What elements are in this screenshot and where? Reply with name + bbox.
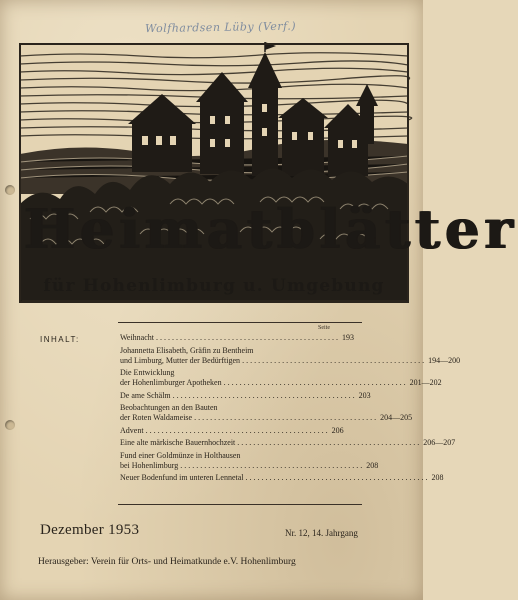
toc-entry-title: Johannetta Elisabeth, Gräfin zu Bentheim [120,345,254,355]
toc-entry-title: De ame Schälm . . . [120,391,355,401]
toc-entry-title: der Hohenlimburger Apotheken . . . [120,378,406,388]
punch-hole-top [5,185,15,195]
table-of-contents [120,333,461,486]
issue-date: Dezember 1953 [40,522,140,538]
toc-label: INHALT: [40,335,80,344]
publisher-line: Herausgeber: Verein für Orts- und Heimatkunde e.V. Hohenlimburg [38,557,296,567]
toc-entry [120,333,365,343]
handwritten-note: Wolfhardsen Lüby (Verf.) [144,19,297,36]
toc-entry [120,368,442,388]
toc-entry-page: 208 [431,473,444,482]
toc-entry-title: Advent . . . [120,426,328,436]
toc-entry-title: Eine alte märkische Bauernhochzeit . . . [120,438,419,448]
toc-entry-page: 206 [331,425,344,435]
toc-entry-page: 193 [342,333,355,342]
toc-entry-title: bei Hohenlimburg . . . [120,461,362,471]
toc-bottom-rule [118,504,362,505]
toc-entry-title: Neuer Bodenfund im unteren Lennetal . . . [120,473,428,483]
toc-entry-page: 194—200 [428,355,461,365]
toc-entry-page: 208 [366,460,379,470]
toc-entry-page: 203 [358,390,371,400]
toc-entry [120,426,365,436]
toc-entry-title: und Limburg, Mutter der Bedürftigen . . . [120,356,424,366]
toc-entry-title: der Roten Waldameise . . . [120,413,376,423]
toc-entry-title: Weihnacht . . . [120,333,338,343]
toc-entry-title: Fund einer Goldmünze in Holthausen [120,450,241,460]
issue-number: Nr. 12, 14. Jahrgang [285,528,358,538]
punch-hole-bottom [5,420,15,430]
toc-entry [120,390,371,401]
toc-entry [120,403,413,423]
toc-entry-title: Die Entwicklung [120,368,175,377]
toc-page-header: Seite [318,325,330,331]
toc-entry-page: 201—202 [409,378,442,387]
toc-entry [120,345,461,366]
toc-entry [120,473,444,483]
castle-woodcut-illustration [20,44,518,302]
masthead-subtitle: für Hohenlimburg u. Umgebung [43,276,385,296]
toc-entry-page: 204—205 [380,413,413,422]
toc-entry [120,450,379,471]
toc-entry [120,438,456,448]
masthead-title: Heimatblätter [24,197,518,261]
toc-top-rule [118,322,362,323]
toc-entry-page: 206—207 [423,438,456,447]
toc-entry-title: Beobachtungen an den Bauten [120,403,218,412]
masthead-bottom-rule [22,300,406,302]
